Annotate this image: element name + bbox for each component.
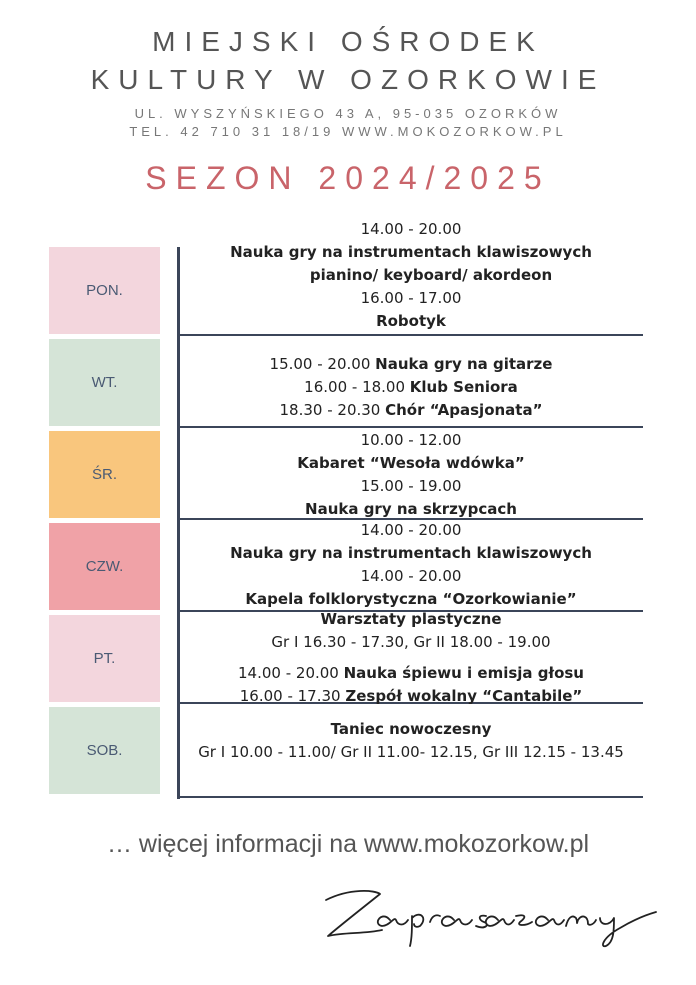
schedule-thursday bbox=[180, 519, 642, 611]
day-label: ŚR. bbox=[91, 466, 117, 483]
time: 16.00 - 18.00 bbox=[304, 378, 410, 396]
schedule-tuesday bbox=[180, 353, 642, 422]
activity-detail: pianino/ keyboard/ akordeon bbox=[309, 266, 553, 284]
time: 15.00 - 19.00 bbox=[360, 477, 462, 495]
schedule-friday bbox=[180, 608, 642, 708]
schedule-monday bbox=[180, 218, 642, 333]
time: 14.00 - 20.00 bbox=[360, 567, 462, 585]
activity: Kabaret “Wesoła wdówka” bbox=[297, 454, 525, 472]
day-friday bbox=[49, 615, 160, 702]
contact: TEL. 42 710 31 18/19 WWW.MOKOZORKOW.PL bbox=[129, 124, 567, 139]
time: 10.00 - 12.00 bbox=[360, 431, 462, 449]
time: 16.00 - 17.30 bbox=[239, 687, 346, 705]
org-name-line1: MIEJSKI OŚRODEK bbox=[152, 26, 544, 57]
activity: Warsztaty plastyczne bbox=[320, 610, 502, 628]
day-label: PT. bbox=[93, 650, 116, 667]
schedule-wednesday bbox=[180, 429, 642, 521]
activity: Taniec nowoczesny bbox=[330, 720, 492, 738]
row-divider bbox=[177, 426, 643, 428]
org-name-line2: KULTURY W OZORKOWIE bbox=[90, 64, 606, 95]
row-divider bbox=[177, 796, 643, 798]
activity: Kapela folklorystyczna “Ozorkowianie” bbox=[245, 590, 577, 608]
more-info: … więcej informacji na www.mokozorkow.pl bbox=[106, 830, 590, 858]
season-title: SEZON 2024/2025 bbox=[145, 160, 551, 196]
day-saturday bbox=[49, 707, 160, 794]
signature-zapraszamy bbox=[320, 880, 660, 954]
day-thursday bbox=[49, 523, 160, 610]
activity: Nauka gry na instrumentach klawiszowych bbox=[230, 243, 592, 261]
time: 14.00 - 20.00 bbox=[238, 664, 344, 682]
activity: Chór “Apasjonata” bbox=[385, 401, 543, 419]
activity: Robotyk bbox=[376, 312, 446, 330]
time: 14.00 - 20.00 bbox=[360, 521, 462, 539]
time: 16.00 - 17.00 bbox=[360, 289, 462, 307]
day-wednesday bbox=[49, 431, 160, 518]
time: 14.00 - 20.00 bbox=[360, 220, 462, 238]
activity: Zespół wokalny “Cantabile” bbox=[345, 687, 583, 705]
schedule-saturday bbox=[180, 718, 642, 764]
activity: Nauka gry na instrumentach klawiszowych bbox=[230, 544, 592, 562]
time: 18.30 - 20.30 bbox=[279, 401, 386, 419]
activity: Nauka śpiewu i emisja głosu bbox=[343, 664, 584, 682]
address: UL. WYSZYŃSKIEGO 43 A, 95-035 OZORKÓW bbox=[134, 106, 562, 121]
row-divider bbox=[177, 334, 643, 336]
day-label: WT. bbox=[91, 374, 118, 391]
activity: Nauka gry na gitarze bbox=[375, 355, 553, 373]
day-label: SOB. bbox=[86, 742, 123, 759]
time: 15.00 - 20.00 bbox=[269, 355, 376, 373]
time: Gr I 10.00 - 11.00/ Gr II 11.00- 12.15, Gr III 12.15 - 13.45 bbox=[198, 743, 624, 761]
activity: Nauka gry na skrzypcach bbox=[305, 500, 517, 518]
time: Gr I 16.30 - 17.30, Gr II 18.00 - 19.00 bbox=[271, 633, 551, 651]
activity: Klub Seniora bbox=[409, 378, 518, 396]
day-label: CZW. bbox=[85, 558, 124, 575]
day-tuesday bbox=[49, 339, 160, 426]
day-label: PON. bbox=[86, 282, 123, 299]
day-monday bbox=[49, 247, 160, 334]
